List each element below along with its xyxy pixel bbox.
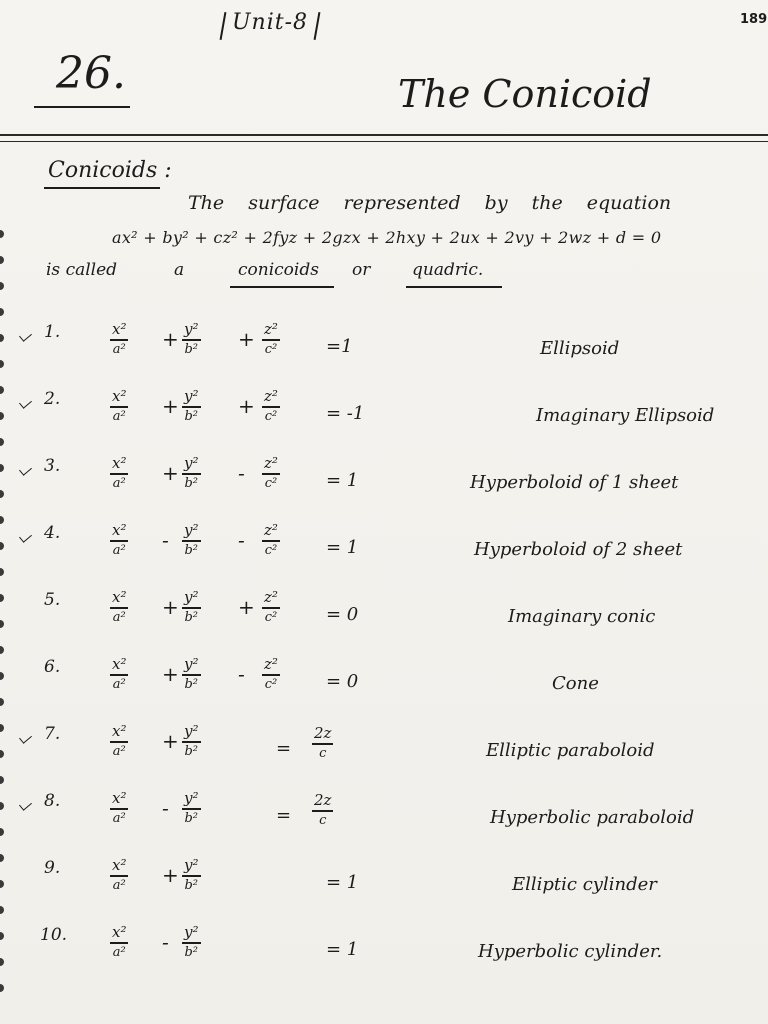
fraction-denominator: b² xyxy=(184,877,199,893)
fraction-denominator: a² xyxy=(112,944,126,960)
term-1 xyxy=(110,925,128,959)
term-3 xyxy=(262,523,280,557)
definition-line: The surface represented by the equation xyxy=(188,192,672,214)
fraction-numerator: x² xyxy=(112,454,127,472)
surface-name: Hyperboloid of 2 sheet xyxy=(474,539,683,560)
fraction-bar xyxy=(182,741,201,743)
fraction-bar xyxy=(110,540,128,542)
binding-ring xyxy=(0,334,4,342)
fraction-numerator: z² xyxy=(264,320,278,338)
text-or: or xyxy=(352,260,371,280)
surface-name: Hyperboloid of 1 sheet xyxy=(470,472,679,493)
fraction-denominator: c² xyxy=(264,609,278,625)
binding-ring xyxy=(0,646,4,654)
operator: - xyxy=(162,930,169,954)
binding-ring xyxy=(0,256,4,264)
binding-ring xyxy=(0,724,4,732)
fraction-numerator: 2z xyxy=(314,724,332,742)
fraction-denominator: b² xyxy=(184,408,199,424)
text-a: a xyxy=(174,260,185,280)
fraction-numerator: z² xyxy=(264,655,278,673)
section-heading: Conicoids : xyxy=(48,158,172,183)
operator: - xyxy=(238,461,245,485)
binding-ring xyxy=(0,594,4,602)
general-equation: ax² + by² + cz² + 2fyz + 2gzx + 2hxy + 2ux + 2vy + 2wz + d = 0 xyxy=(112,228,662,247)
fraction-bar xyxy=(110,875,128,877)
term-2 xyxy=(182,657,201,691)
fraction-bar xyxy=(312,743,333,745)
fraction-bar xyxy=(182,473,201,475)
binding-ring xyxy=(0,568,4,576)
term-1 xyxy=(110,657,128,691)
equation-rhs: = 1 xyxy=(326,470,359,491)
form-number: 3. xyxy=(44,456,61,476)
fraction-bar xyxy=(262,540,280,542)
binding-ring xyxy=(0,776,4,784)
form-number: 4. xyxy=(44,523,61,543)
term-2 xyxy=(182,724,201,758)
check-mark xyxy=(19,731,32,743)
form-number: 8. xyxy=(44,791,61,811)
binding-ring xyxy=(0,828,4,836)
binding-ring xyxy=(0,308,4,316)
binding-ring xyxy=(0,542,4,550)
keyword-quadric: quadric. xyxy=(412,260,484,280)
form-number: 6. xyxy=(44,657,61,677)
term-1 xyxy=(110,791,128,825)
fraction-numerator: 2z xyxy=(314,791,332,809)
page-number: 189 xyxy=(740,12,768,27)
term-1 xyxy=(110,590,128,624)
binding-ring xyxy=(0,932,4,940)
check-mark xyxy=(19,396,32,408)
check-mark xyxy=(19,530,32,542)
keyword-quadric-underline xyxy=(406,286,502,288)
binding-ring xyxy=(0,490,4,498)
chapter-title: The Conicoid xyxy=(398,72,652,116)
surface-name: Imaginary conic xyxy=(508,606,656,627)
form-number: 7. xyxy=(44,724,61,744)
fraction-denominator: b² xyxy=(184,542,199,558)
form-number: 9. xyxy=(44,858,61,878)
fraction-bar xyxy=(182,540,201,542)
surface-name: Cone xyxy=(552,673,599,694)
form-number: 2. xyxy=(44,389,61,409)
fraction-denominator: c² xyxy=(264,542,278,558)
term-3 xyxy=(262,657,280,691)
fraction-numerator: z² xyxy=(264,588,278,606)
term-2 xyxy=(182,523,201,557)
fraction-denominator: b² xyxy=(184,475,199,491)
fraction-denominator: b² xyxy=(184,743,199,759)
binding-ring xyxy=(0,672,4,680)
fraction-numerator: y² xyxy=(184,655,199,673)
binding-ring xyxy=(0,516,4,524)
operator: + xyxy=(162,461,179,485)
fraction-bar xyxy=(262,607,280,609)
fraction-bar xyxy=(110,473,128,475)
fraction-numerator: y² xyxy=(184,789,199,807)
term-3 xyxy=(262,590,280,624)
fraction-bar xyxy=(312,810,333,812)
term-2 xyxy=(182,858,201,892)
term-2 xyxy=(182,925,201,959)
operator: + xyxy=(162,729,179,753)
fraction-bar xyxy=(182,942,201,944)
binding-ring xyxy=(0,360,4,368)
header-rule xyxy=(0,134,768,136)
fraction-numerator: y² xyxy=(184,856,199,874)
fraction-bar xyxy=(262,473,280,475)
fraction-denominator: a² xyxy=(112,475,126,491)
fraction-numerator: x² xyxy=(112,588,127,606)
fraction-numerator: x² xyxy=(112,856,127,874)
fraction-bar xyxy=(262,674,280,676)
fraction-bar xyxy=(110,339,128,341)
term-1 xyxy=(110,858,128,892)
binding-ring xyxy=(0,880,4,888)
binding-ring xyxy=(0,854,4,862)
fraction-denominator: a² xyxy=(112,408,126,424)
equation-rhs: = 1 xyxy=(326,939,359,960)
fraction-numerator: y² xyxy=(184,722,199,740)
fraction-bar xyxy=(110,674,128,676)
operator: + xyxy=(162,394,179,418)
fraction-bar xyxy=(182,607,201,609)
term-1 xyxy=(110,389,128,423)
term-1 xyxy=(110,322,128,356)
fraction-denominator: b² xyxy=(184,341,199,357)
text-is-called: is called xyxy=(46,260,118,280)
fraction-numerator: z² xyxy=(264,454,278,472)
check-mark xyxy=(19,463,32,475)
surface-name: Hyperbolic paraboloid xyxy=(490,807,695,828)
fraction-denominator: a² xyxy=(112,877,126,893)
term-1 xyxy=(110,523,128,557)
binding-ring xyxy=(0,230,4,238)
fraction-denominator: a² xyxy=(112,810,126,826)
term-2 xyxy=(182,456,201,490)
equation-rhs: = 0 xyxy=(326,671,359,692)
binding-ring xyxy=(0,386,4,394)
fraction-denominator: c² xyxy=(264,341,278,357)
binding-ring xyxy=(0,958,4,966)
operator: + xyxy=(162,662,179,686)
fraction-denominator: c xyxy=(319,745,327,761)
fraction-numerator: z² xyxy=(264,387,278,405)
binding-ring xyxy=(0,984,4,992)
form-number: 1. xyxy=(44,322,61,342)
fraction-bar xyxy=(262,339,280,341)
fraction-bar xyxy=(182,875,201,877)
fraction-denominator: a² xyxy=(112,676,126,692)
unit-label: Unit-8 xyxy=(232,10,309,35)
term-2 xyxy=(182,389,201,423)
fraction-bar xyxy=(110,406,128,408)
operator: - xyxy=(162,528,169,552)
fraction-bar xyxy=(182,339,201,341)
fraction-denominator: a² xyxy=(112,609,126,625)
surface-name: Elliptic paraboloid xyxy=(486,740,655,761)
operator: - xyxy=(238,662,245,686)
section-heading-underline xyxy=(44,187,160,189)
chapter-number: 26. xyxy=(56,48,126,99)
term-2 xyxy=(182,590,201,624)
operator: + xyxy=(238,327,255,351)
fraction-numerator: z² xyxy=(264,521,278,539)
equation-rhs: = 1 xyxy=(326,537,359,558)
operator: - xyxy=(162,796,169,820)
binding-ring xyxy=(0,750,4,758)
term-3 xyxy=(262,389,280,423)
binding-ring xyxy=(0,802,4,810)
fraction-bar xyxy=(110,808,128,810)
fraction-bar xyxy=(262,406,280,408)
rhs-fraction xyxy=(312,793,333,827)
keyword-conicoids-underline xyxy=(230,286,334,288)
equation-rhs: = xyxy=(276,738,292,759)
surface-name: Elliptic cylinder xyxy=(512,874,657,895)
fraction-denominator: c² xyxy=(264,408,278,424)
fraction-numerator: x² xyxy=(112,923,127,941)
surface-name: Ellipsoid xyxy=(540,338,620,359)
check-mark xyxy=(19,329,32,341)
check-mark xyxy=(19,798,32,810)
term-3 xyxy=(262,456,280,490)
term-2 xyxy=(182,322,201,356)
chapter-number-underline xyxy=(34,106,130,108)
operator: + xyxy=(162,863,179,887)
binding-ring xyxy=(0,620,4,628)
fraction-bar xyxy=(110,942,128,944)
binding-ring xyxy=(0,438,4,446)
fraction-bar xyxy=(182,808,201,810)
equation-rhs: = xyxy=(276,805,292,826)
equation-rhs: =1 xyxy=(326,336,353,357)
binding-ring xyxy=(0,906,4,914)
fraction-numerator: x² xyxy=(112,789,127,807)
fraction-numerator: y² xyxy=(184,521,199,539)
fraction-bar xyxy=(182,674,201,676)
operator: - xyxy=(238,528,245,552)
fraction-denominator: a² xyxy=(112,542,126,558)
fraction-numerator: y² xyxy=(184,923,199,941)
surface-name: Hyperbolic cylinder. xyxy=(478,941,663,962)
fraction-numerator: y² xyxy=(184,387,199,405)
fraction-denominator: b² xyxy=(184,810,199,826)
fraction-numerator: x² xyxy=(112,655,127,673)
operator: + xyxy=(238,394,255,418)
surface-name: Imaginary Ellipsoid xyxy=(536,405,715,426)
header-rule-thin xyxy=(0,141,768,142)
term-1 xyxy=(110,724,128,758)
binding-ring xyxy=(0,282,4,290)
fraction-numerator: x² xyxy=(112,387,127,405)
fraction-denominator: c² xyxy=(264,676,278,692)
fraction-denominator: b² xyxy=(184,944,199,960)
fraction-numerator: x² xyxy=(112,521,127,539)
binding-ring xyxy=(0,464,4,472)
rhs-fraction xyxy=(312,726,333,760)
form-number: 10. xyxy=(40,925,68,945)
fraction-bar xyxy=(110,741,128,743)
fraction-numerator: y² xyxy=(184,454,199,472)
operator: + xyxy=(238,595,255,619)
equation-rhs: = 0 xyxy=(326,604,359,625)
fraction-numerator: x² xyxy=(112,320,127,338)
operator: + xyxy=(162,327,179,351)
fraction-denominator: b² xyxy=(184,676,199,692)
fraction-numerator: x² xyxy=(112,722,127,740)
fraction-numerator: y² xyxy=(184,320,199,338)
fraction-bar xyxy=(182,406,201,408)
keyword-conicoids: conicoids xyxy=(238,260,319,280)
fraction-denominator: c² xyxy=(264,475,278,491)
fraction-denominator: a² xyxy=(112,341,126,357)
operator: + xyxy=(162,595,179,619)
term-2 xyxy=(182,791,201,825)
fraction-bar xyxy=(110,607,128,609)
fraction-denominator: c xyxy=(319,812,327,828)
equation-rhs: = -1 xyxy=(326,403,365,424)
fraction-denominator: b² xyxy=(184,609,199,625)
fraction-denominator: a² xyxy=(112,743,126,759)
fraction-numerator: y² xyxy=(184,588,199,606)
term-1 xyxy=(110,456,128,490)
equation-rhs: = 1 xyxy=(326,872,359,893)
term-3 xyxy=(262,322,280,356)
form-number: 5. xyxy=(44,590,61,610)
binding-ring xyxy=(0,412,4,420)
binding-ring xyxy=(0,698,4,706)
